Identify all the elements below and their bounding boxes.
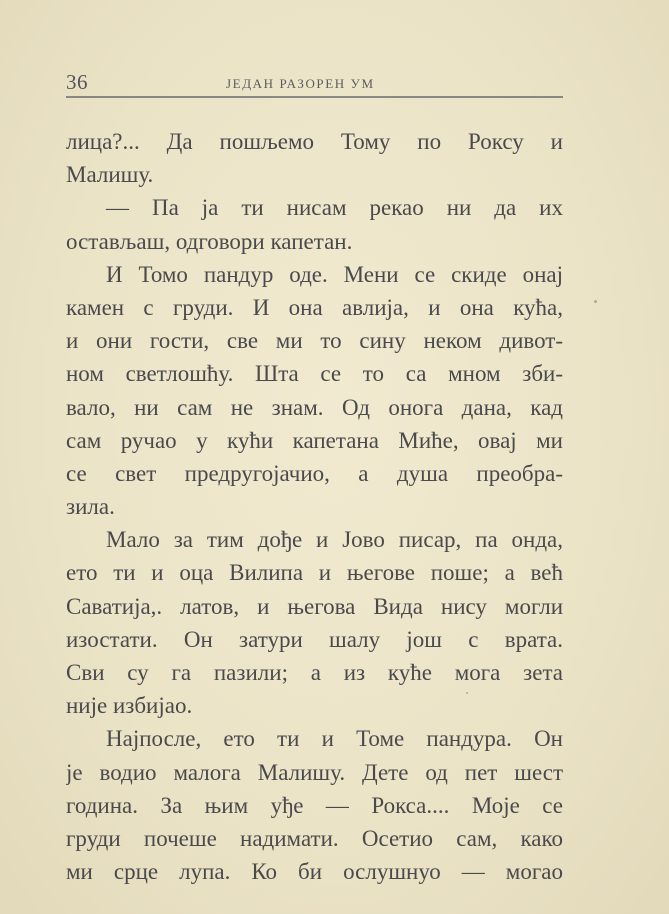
text-line: се свет предругојачио, а душа преобра- xyxy=(66,460,563,486)
text-line: камен с груди. И она авлија, и она кућа, xyxy=(66,294,563,320)
text-line: лица?... Да пошљемо Тому по Роксу и xyxy=(66,129,563,154)
text-line: ми срце лупа. Ко би ослушнуо — могао xyxy=(66,859,563,885)
text-line: остављаш, одговори капетан. xyxy=(66,228,353,254)
text-line: Мало за тим дође и Јово писар, па онда, xyxy=(106,527,563,553)
header-rule xyxy=(66,96,563,98)
text-line: сам ручао у кући капетана Миће, овај ми xyxy=(66,427,563,453)
text-line: ето ти и оца Вилипа и његове поше; а већ xyxy=(66,560,563,586)
page-number: 36 xyxy=(66,70,88,94)
text-line: Малишу. xyxy=(66,162,154,188)
text-line: ном светлошћу. Шта се то са мном зби- xyxy=(66,361,563,387)
text-line: и они гости, све ми то сину неком дивот- xyxy=(66,328,563,354)
text-line: Сви су га пазили; а из куће мога зета xyxy=(66,660,563,685)
text-line: је водио малога Малишу. Дете од пет шест xyxy=(66,759,563,785)
text-line: Најпосле, ето ти и Томе пандура. Он xyxy=(106,726,563,752)
running-head xyxy=(66,70,563,96)
text-line: вало, ни сам не знам. Од онога дана, кад xyxy=(66,394,563,420)
text-line: И Томо пандур оде. Мени се скиде онај xyxy=(106,261,563,287)
text-line: — Па ја ти нисам рекао ни да их xyxy=(106,195,563,221)
text-line: изостати. Он затури шалу још с врата. xyxy=(66,626,563,652)
running-title: ЈЕДАН РАЗОРЕН УМ xyxy=(226,76,375,91)
paper-speck xyxy=(594,300,597,303)
paper-speck xyxy=(466,692,468,694)
body-text xyxy=(66,125,563,888)
text-line: Саватија,. латов, и његова Вида нису могли xyxy=(66,593,563,619)
text-line: година. За њим уђе — Рокса.... Моје се xyxy=(66,792,563,818)
text-line: зила. xyxy=(66,494,115,520)
text-line: није избијао. xyxy=(66,693,193,719)
text-line: груди почеше надимати. Осетио сам, како xyxy=(66,825,563,851)
